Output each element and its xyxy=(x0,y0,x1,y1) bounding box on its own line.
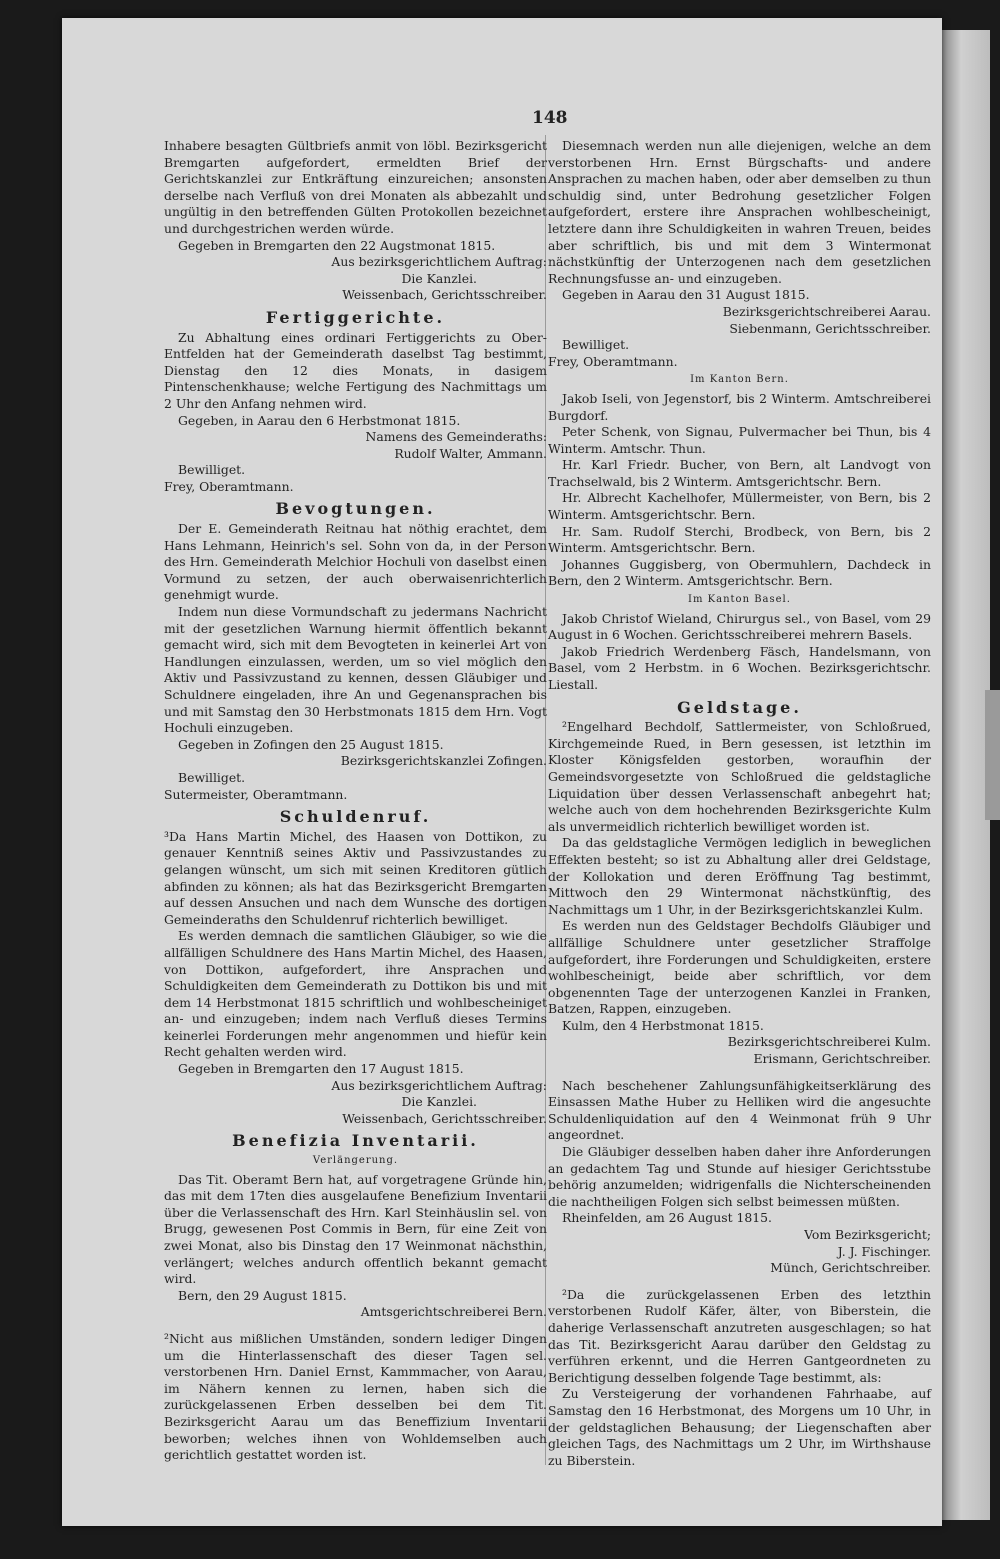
bern-list xyxy=(548,391,931,590)
list-item: Johannes Guggisberg, von Obermuhlern, Dachdeck in Bern, den 2 Winterm. Amtsgerichtschr. Bern. xyxy=(548,556,931,589)
kaefer-paragraph-1: ²Da die zurückgelassenen Erben des letzthin verstorbenen Rudolf Käfer, älter, von Biberstein, die daherige Verlassenschaft anzutreten ausgeschlagen; so hat das Tit. Bezirksgericht Aarau darüber den Geldstag zu verführen erkennt, und die Herren Gantgeordneten zu Berichtigung desselben folgende Tage bestimmt, als: xyxy=(548,1286,931,1385)
ernst-approval: Bewilliget. xyxy=(562,337,630,353)
gueltbrief-signature-1: Aus bezirksgerichtlichem Auftrag: xyxy=(331,254,547,270)
schuld-paragraph-2: Es werden demnach die samtlichen Gläubiger, so wie die allfälligen Schuldnere des Hans Martin Michel, des Haasen, von Dottikon, aufgefordert, ihre Ansprachen und Schuldigkeiten dem Gemeinderath zu Dottikon bis und mit dem 14 Herbstmonat 1815 schriftlich und wohlbescheiniget an- und einzugeben; indem nach Verfluß dieses Termins keinerlei Forderungen mehr angenommen und hiefür kein Recht gehalten werden wird. xyxy=(164,928,547,1060)
ernst-oberamtmann: Frey, Oberamtmann. xyxy=(548,353,678,369)
heading-schuldenruf: Schuldenruf. xyxy=(279,807,432,827)
left-column xyxy=(164,138,547,1464)
bevog-date: Gegeben in Zofingen den 25 August 1815. xyxy=(178,736,444,752)
gueltbrief-date: Gegeben in Bremgarten den 22 Augstmonat 1815. xyxy=(178,237,496,253)
heading-benefizia-inventarii: Benefizia Inventarii. xyxy=(232,1131,479,1151)
ernst-signature-2: Siebenmann, Gerichtsschreiber. xyxy=(729,320,931,336)
geld-paragraph-2: Da das geldstagliche Vermögen lediglich in beweglichen Effekten besteht; so ist zu Abhaltung aller drei Geldstage, der Kollokation und deren Eröffnung Tag bestimmt, Mittwoch den 29 Wintermonat nächstkünftig, des Nachmittags um 1 Uhr, in der Bezirksgerichtskanzlei Kulm. xyxy=(548,835,931,917)
gueltbrief-signature-2: Die Kanzlei. xyxy=(401,270,477,286)
list-item: Peter Schenk, von Signau, Pulvermacher bei Thun, bis 4 Winterm. Amtschr. Thun. xyxy=(548,424,931,456)
ernst-signature-1: Bezirksgerichtschreiberei Aarau. xyxy=(722,303,931,319)
right-column xyxy=(548,138,931,1469)
geld-signature-2: Erismann, Gerichtschreiber. xyxy=(753,1051,931,1067)
ernst-date: Gegeben in Aarau den 31 August 1815. xyxy=(562,287,810,303)
huber-paragraph-1: Nach beschehener Zahlungsunfähigkeitserklärung des Einsassen Mathe Huber zu Helliken wird die angesuchte Schuldenliquidation auf den 4 Weinmonat früh 9 Uhr angeordnet. xyxy=(548,1077,931,1143)
list-item: Jakob Christof Wieland, Chirurgus sel., von Basel, vom 29 August in 6 Wochen. Gerichtsschreiberei mehrern Basels. xyxy=(548,610,931,643)
list-item: Hr. Albrecht Kachelhofer, Müllermeister, von Bern, bis 2 Winterm. Amtsgerichtschr. Bern. xyxy=(548,490,931,523)
huber-date: Rheinfelden, am 26 August 1815. xyxy=(562,1210,772,1226)
bevog-approval: Bewilliget. xyxy=(178,769,246,785)
list-item: Jakob Iseli, von Jegenstorf, bis 2 Winterm. Amtschreiberei Burgdorf. xyxy=(548,390,931,423)
fertig-date: Gegeben, in Aarau den 6 Herbstmonat 1815. xyxy=(178,412,461,428)
fertig-notice: Zu Abhaltung eines ordinari Fertiggerichts zu Ober-Entfelden hat der Gemeinderath daselbst Tag bestimmt, Dienstag den 12 dies Monats, in dasigem Pintenschenkhause; welche Fertigung des Nachmittags um 2 Uhr den Anfang nehmen wird. xyxy=(164,329,547,411)
fertig-oberamtmann: Frey, Oberamtmann. xyxy=(164,478,294,494)
ernst-continuation: Diesemnach werden nun alle diejenigen, welche an dem verstorbenen Hrn. Ernst Bürgschafts- und andere Ansprachen zu machen haben, oder aber demselben zu thun schuldig sind, unter Bedrohung gesetzlicher Folgen aufgefordert, erstere ihre Ansprachen wohlbescheinigt, letztere dann ihre Schuldigkeiten in wahren Treuen, beides aber schriftlich, bis und mit dem 3 Wintermonat nächstkünftig der Unterzogenen nach dem gesetzlichen Rechnungsfusse an- und einzugeben. xyxy=(548,138,931,286)
list-item: Jakob Friedrich Werdenberg Fäsch, Handelsmann, von Basel, vom 2 Herbstm. in 6 Wochen. Bezirksgerichtschr. Liestall. xyxy=(548,643,931,692)
bevog-signature: Bezirksgerichtskanzlei Zofingen. xyxy=(340,753,547,769)
kanton-bern-heading: Im Kanton Bern. xyxy=(690,374,789,386)
geld-date: Kulm, den 4 Herbstmonat 1815. xyxy=(562,1017,764,1033)
schuld-signature-2: Die Kanzlei. xyxy=(401,1094,477,1110)
adjacent-page-edge xyxy=(942,30,990,1520)
list-item: Hr. Sam. Rudolf Sterchi, Brodbeck, von Bern, bis 2 Winterm. Amtsgerichtschr. Bern. xyxy=(548,523,931,556)
geld-paragraph-3: Es werden nun des Geldstager Bechdolfs Gläubiger und allfällige Schuldnere unter gesetzlicher Straffolge aufgefordert, ihre Forderungen und Schuldigkeiten, erstere wohlbescheinigt, beide aber schriftlich, vor dem obgenennten Tage der unterzogenen Kanzlei in Franken, Batzen, Rappen, einzugeben. xyxy=(548,918,931,1017)
kaefer-paragraph-2: Zu Versteigerung der vorhandenen Fahrhaabe, auf Samstag den 16 Herbstmonat, des Morgens um 10 Uhr, in der geldstaglichen Behausung; der Liegenschaften aber gleichen Tags, des Nachmittags um 2 Uhr, im Wirthshause zu Biberstein. xyxy=(548,1386,931,1468)
huber-signature-3: Münch, Gerichtschreiber. xyxy=(770,1260,931,1276)
adjacent-page-text-fragment xyxy=(985,690,1000,820)
fertig-approval: Bewilliget. xyxy=(178,462,246,478)
page-number: 148 xyxy=(532,108,568,128)
fertig-signature-1: Namens des Gemeinderaths: xyxy=(365,429,547,445)
bevog-oberamtmann: Sutermeister, Oberamtmann. xyxy=(164,786,348,802)
benef-date: Bern, den 29 August 1815. xyxy=(178,1287,347,1303)
heading-fertiggerichte: Fertiggerichte. xyxy=(265,307,446,327)
benef-paragraph: Das Tit. Oberamt Bern hat, auf vorgetragene Gründe hin, das mit dem 17ten dies ausgelaufene Benefizium Inventarii über die Verlassenschaft des Hrn. Karl Steinhäuslin sel. von Brugg, gewesenen Post Commis in Bern, für eine Zeit von zwei Monat, also bis Dinstag den 17 Weinmonat nächsthin, verlängert; welches andurch offentlich bekannt gemacht wird. xyxy=(164,1171,547,1287)
benef-subheading: Verlängerung. xyxy=(312,1155,399,1167)
fertig-signature-2: Rudolf Walter, Ammann. xyxy=(394,445,547,461)
huber-signature-1: Vom Bezirksgericht; xyxy=(804,1227,931,1242)
bevog-paragraph-1: Der E. Gemeinderath Reitnau hat nöthig erachtet, dem Hans Lehmann, Heinrich's sel. Sohn von da, in der Person des Hrn. Gemeinderath Melchior Hochuli von daselbst einen Vormund zu setzen, der auch oberwaisenrichterlich genehmigt wurde. xyxy=(164,521,547,603)
basel-list xyxy=(548,611,931,694)
benef-signature: Amtsgerichtschreiberei Bern. xyxy=(360,1304,547,1320)
geld-signature-1: Bezirksgerichtschreiberei Kulm. xyxy=(727,1034,931,1050)
huber-paragraph-2: Die Gläubiger desselben haben daher ihre Anforderungen an gedachtem Tag und Stunde auf hiesiger Gerichtsstube behörig anzumelden; widrigenfalls die Nichterscheinenden die nachtheiligen Folgen sich selbst beimessen müßten. xyxy=(548,1144,931,1209)
ernst-paragraph: ²Nicht aus mißlichen Umständen, sondern lediger Dingen um die Hinterlassenschaft des dieser Tagen sel. verstorbenen Hrn. Daniel Ernst, Kammmacher, von Aarau, im Nähern kennen zu lernen, haben sich die zurückgelassenen Erben desselben bei dem Tit. Bezirksgericht Aarau um das Beneffizium Inventarii beworben; welches ihnen von Wohldemselben auch gerichtlich gestattet worden ist. xyxy=(164,1330,547,1463)
schuld-signature-1: Aus bezirksgerichtlichem Auftrag: xyxy=(331,1077,547,1093)
list-item: Hr. Karl Friedr. Bucher, von Bern, alt Landvogt von Trachselwald, bis 2 Winterm. Amtsgerichtschr. Bern. xyxy=(548,457,931,489)
huber-signature-2: J. J. Fischinger. xyxy=(837,1243,931,1259)
kanton-basel-heading: Im Kanton Basel. xyxy=(688,594,791,606)
schuld-date: Gegeben in Bremgarten den 17 August 1815. xyxy=(178,1061,464,1077)
heading-bevogtungen: Bevogtungen. xyxy=(275,499,436,519)
gueltbrief-signature-3: Weissenbach, Gerichtsschreiber. xyxy=(342,287,547,303)
heading-geldstage: Geldstage. xyxy=(677,697,802,717)
bevog-paragraph-2: Indem nun diese Vormundschaft zu jedermans Nachricht mit der gesetzlichen Warnung hiermit öffentlich bekannt gemacht wird, sich mit dem Bevogteten in keinerlei Art von Handlungen einzulassen, werden, um so viel möglich den Aktiv und Passivzustand zu kennen, dessen Gläubiger und Schuldnere eingeladen, ihre An und Gegenansprachen bis und mit Samstag den 30 Herbstmonats 1815 dem Hrn. Vogt Hochuli einzugeben. xyxy=(164,604,547,736)
schuld-paragraph-1: ³Da Hans Martin Michel, des Haasen von Dottikon, zu genauer Kenntniß seines Aktiv und Passivzustandes zu gelangen wünscht, um sich mit seinen Kreditoren gütlich abfinden zu können; als hat das Bezirksgericht Bremgarten auf dessen Ansuchen und nach dem Wunsche des dortigen Gemeinderaths den Schuldenruf richterlich bewilliget. xyxy=(164,828,547,927)
geld-paragraph-1: ²Engelhard Bechdolf, Sattlermeister, von Schloßrued, Kirchgemeinde Rued, in Bern gesessen, ist letzthin im Kloster Königsfelden gestorben, woraufhin der Gemeindsvorgesetzte von Schloßrued die geldstagliche Liquidation über dessen Verlassenschaft anbegehrt hat; welche auch von dem hochehrenden Bezirksgerichte Kulm als unvermeidlich richterlich bewilliget worden ist. xyxy=(548,719,931,834)
schuld-signature-3: Weissenbach, Gerichtsschreiber. xyxy=(342,1110,547,1126)
gueltbrief-notice: Inhabere besagten Gültbriefs anmit von löbl. Bezirksgericht Bremgarten aufgefordert, ermeldten Brief der Gerichtskanzlei zur Entkräftung einzureichen; ansonsten derselbe nach Verfluß von drei Monaten als abbezahlt und ungültig in den betreffenden Gülten Protokollen bezeichnet und durchgestrichen werden würde. xyxy=(164,138,547,236)
